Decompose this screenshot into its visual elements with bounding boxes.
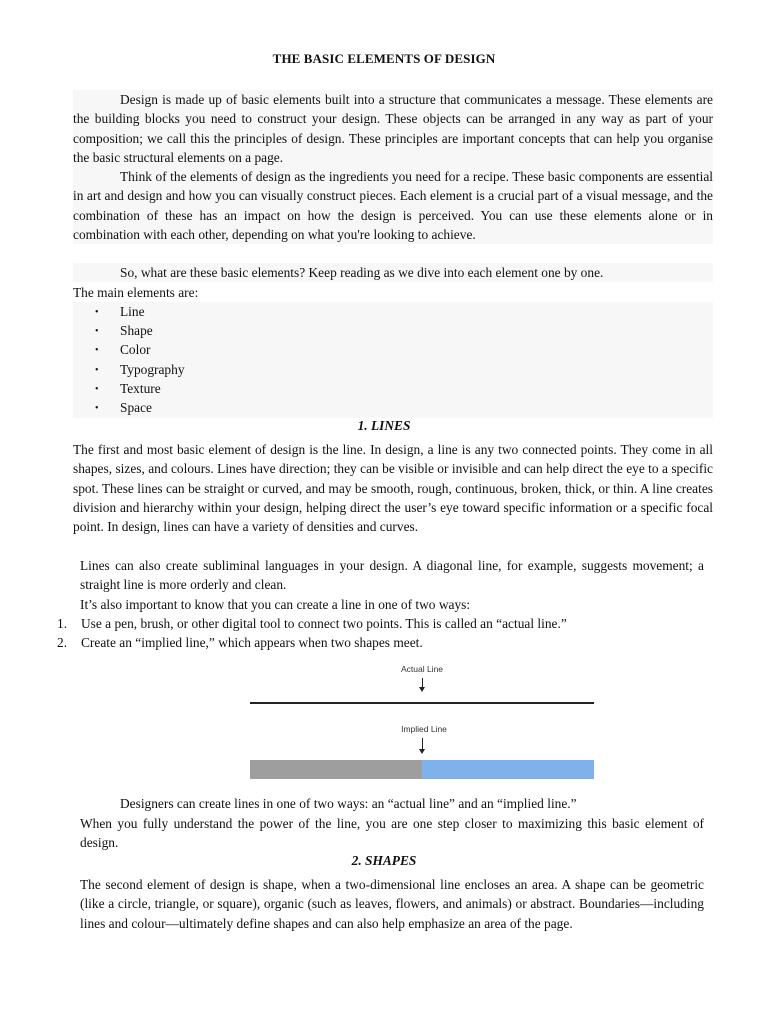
- lines-paragraph-4: Designers can create lines in one of two ways: an “actual line” and an “implied line.”: [120, 796, 577, 811]
- bullet-icon: •: [95, 384, 99, 395]
- shapes-heading: 2. SHAPES: [351, 853, 417, 868]
- arrow-head-icon: [419, 749, 425, 754]
- list-item: • Texture: [95, 379, 161, 399]
- bullet-icon: •: [95, 365, 99, 376]
- intro-paragraph-2: Think of the elements of design as the ingredients you need for a recipe. These basic components are essential in art and design and how you can visually construct pieces. Each element is a crucial part of a visual message, and the combination of these has an impact on how the design is perceived. You can use these elements alone or in combination with each other, depending on what you're looking to achieve.: [73, 167, 713, 244]
- bullet-icon: •: [95, 403, 99, 414]
- implied-shape-left: [250, 760, 422, 779]
- lines-paragraph-1: The first and most basic element of design is the line. In design, a line is any two connected points. They come in all shapes, sizes, and colours. Lines have direction; they can be visible or invisible and can help direct the eye to a specific spot. These lines can be straight or curved, and may be smooth, rough, continuous, broken, thick, or thin. A line creates division and hierarchy within your design, helping direct the user’s eye toward specific information or a specific focal point. In design, lines can have a variety of densities and curves.: [73, 442, 713, 535]
- main-elements-label: The main elements are:: [73, 285, 199, 300]
- arrow-head-icon: [419, 687, 425, 692]
- implied-shape-right: [422, 760, 594, 779]
- bullet-icon: •: [95, 326, 99, 337]
- lines-paragraph-2: Lines can also create subliminal languages in your design. A diagonal line, for example, suggests movement; a straight line is more orderly and clean.: [80, 558, 704, 593]
- actual-line-label: Actual Line: [400, 664, 444, 674]
- list-item: • Space: [95, 398, 152, 418]
- list-item: • Shape: [95, 321, 153, 341]
- list-item: 2. Create an “implied line,” which appears when two shapes meet.: [57, 635, 423, 650]
- list-item: • Typography: [95, 360, 185, 380]
- actual-line: [250, 702, 594, 704]
- intro-paragraph-1: Design is made up of basic elements built into a structure that communicates a message. These elements are the building blocks you need to construct your design. These objects can be arranged in any way as part of your composition; we call this the principles of design. These principles are important concepts that can help you organise the basic structural elements on a page.: [73, 90, 713, 167]
- list-item: 1. Use a pen, brush, or other digital tool to connect two points. This is called an “actual line.”: [57, 616, 567, 631]
- bullet-icon: •: [95, 345, 99, 356]
- lines-paragraph-3: It’s also important to know that you can create a line in one of two ways:: [80, 597, 471, 612]
- list-item: • Line: [95, 302, 145, 322]
- document-title: THE BASIC ELEMENTS OF DESIGN: [272, 51, 496, 66]
- intro-paragraph-3: So, what are these basic elements? Keep reading as we dive into each element one by one.: [73, 263, 713, 282]
- elements-list: [73, 302, 713, 418]
- implied-line-label: Implied Line: [401, 724, 447, 734]
- bullet-icon: •: [95, 307, 99, 318]
- shapes-paragraph-1: The second element of design is shape, when a two-dimensional line encloses an area. A shape can be geometric (like a circle, triangle, or square), organic (such as leaves, flowers, and animals) or abstract. Boundaries—including lines and colour—ultimately define shapes and can also help emphasize an area of the page.: [80, 877, 704, 931]
- list-item: • Color: [95, 340, 151, 360]
- lines-heading: 1. LINES: [357, 418, 411, 433]
- lines-paragraph-5: When you fully understand the power of the line, you are one step closer to maximizing this basic element of design.: [80, 816, 704, 851]
